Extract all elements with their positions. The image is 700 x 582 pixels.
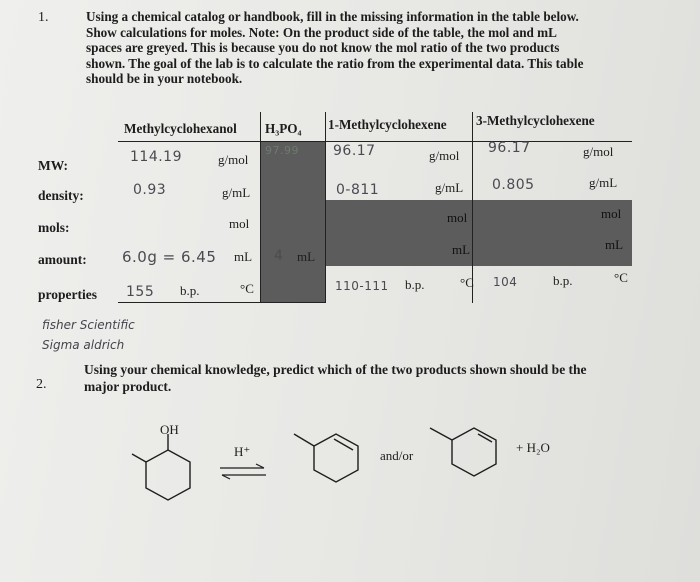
note-supplier-2: Sigma aldrich — [42, 338, 125, 352]
unit-mol: mol — [601, 206, 622, 221]
3-methylcyclohexene-structure — [426, 420, 508, 482]
unit-bp: b.p. — [180, 283, 200, 298]
unit-mol: mol — [447, 210, 468, 225]
unit-bp: b.p. — [553, 273, 573, 288]
question-1-line: Using a chemical catalog or handbook, fill in the missing information in the table below. — [86, 9, 579, 24]
row-label-mols: mols: — [38, 220, 70, 235]
question-1-number: 1. — [38, 10, 49, 25]
note-supplier-1: fisher Scientific — [42, 318, 135, 332]
row-label-amount: amount: — [38, 252, 87, 267]
handwritten-mw-3-methylcyclohexene: 96.17 — [488, 140, 531, 156]
question-1-line: Show calculations for moles. Note: On the product side of the table, the mol and mL — [86, 24, 557, 40]
question-1-line: shown. The goal of the lab is to calculate the ratio from the experimental data. This table — [86, 55, 584, 71]
unit-mol: mol — [229, 216, 250, 231]
and-or-label: and/or — [380, 448, 414, 463]
unit-ml: mL — [297, 249, 316, 264]
handwritten-mw-h3po4: 97.99 — [265, 144, 299, 157]
handwritten-mw-methylcyclohexanol: 114.19 — [130, 149, 182, 165]
header-3-methylcyclohexene: 3-Methylcyclohexene — [476, 113, 595, 128]
unit-g-ml: g/mL — [589, 175, 618, 190]
unit-g-mol: g/mol — [583, 144, 614, 159]
handwritten-bp-3-methylcyclohexene: 104 — [493, 275, 518, 289]
handwritten-amount-methylcyclohexanol: 6.0g = 6.45 — [122, 248, 217, 266]
header-h3po4: H₃PO₄ — [265, 121, 302, 136]
question-2-number: 2. — [36, 377, 47, 392]
question-1-text — [86, 9, 646, 87]
header-1-methylcyclohexene: 1-Methylcyclohexene — [328, 117, 447, 132]
unit-g-mol: g/mol — [429, 148, 460, 163]
question-1-line: spaces are greyed. This is because you do not know the mol ratio of the two products — [86, 40, 560, 55]
unit-ml: mL — [452, 242, 471, 257]
unit-ml: mL — [605, 237, 624, 252]
unit-g-ml: g/mL — [222, 185, 251, 200]
handwritten-mw-1-methylcyclohexene: 96.17 — [333, 143, 376, 159]
handwritten-amount-h3po4: 4 — [274, 248, 284, 264]
unit-deg-c: °C — [460, 275, 474, 290]
table-line — [325, 112, 326, 303]
handwritten-density-1-methylcyclohexene: 0-811 — [336, 182, 380, 198]
table-line — [118, 141, 632, 142]
1-methylcyclohexene-structure — [290, 426, 370, 486]
greyed-product-cells — [326, 200, 632, 266]
hydroxyl-label: OH — [160, 422, 179, 437]
question-2-line: Using your chemical knowledge, predict which of the two products shown should be the — [84, 362, 587, 377]
handwritten-bp-methylcyclohexanol: 155 — [126, 284, 155, 300]
handwritten-density-3-methylcyclohexene: 0.805 — [492, 177, 535, 193]
unit-ml: mL — [234, 249, 253, 264]
unit-deg-c: °C — [614, 270, 628, 285]
table-line — [118, 302, 326, 303]
unit-g-ml: g/mL — [435, 180, 464, 195]
header-methylcyclohexanol: Methylcyclohexanol — [124, 121, 237, 136]
row-label-mw: MW: — [38, 158, 68, 173]
greyed-h3po4-cells — [261, 141, 325, 303]
water-label: + H₂O — [516, 440, 550, 455]
handwritten-density-methylcyclohexanol: 0.93 — [133, 182, 167, 198]
unit-deg-c: °C — [240, 281, 254, 296]
table-line — [260, 112, 261, 303]
catalyst-label: H⁺ — [234, 444, 251, 459]
unit-bp: b.p. — [405, 277, 425, 292]
row-label-properties: properties — [38, 287, 97, 302]
methylcyclohexanol-structure — [130, 432, 220, 512]
row-label-density: density: — [38, 188, 84, 203]
handwritten-bp-1-methylcyclohexene: 110-111 — [335, 279, 389, 293]
question-1-line: should be in your notebook. — [86, 71, 243, 86]
unit-g-mol: g/mol — [218, 152, 249, 167]
question-2-line: major product. — [84, 379, 172, 394]
question-2-text — [84, 361, 644, 395]
equilibrium-arrow-icon — [218, 462, 268, 482]
